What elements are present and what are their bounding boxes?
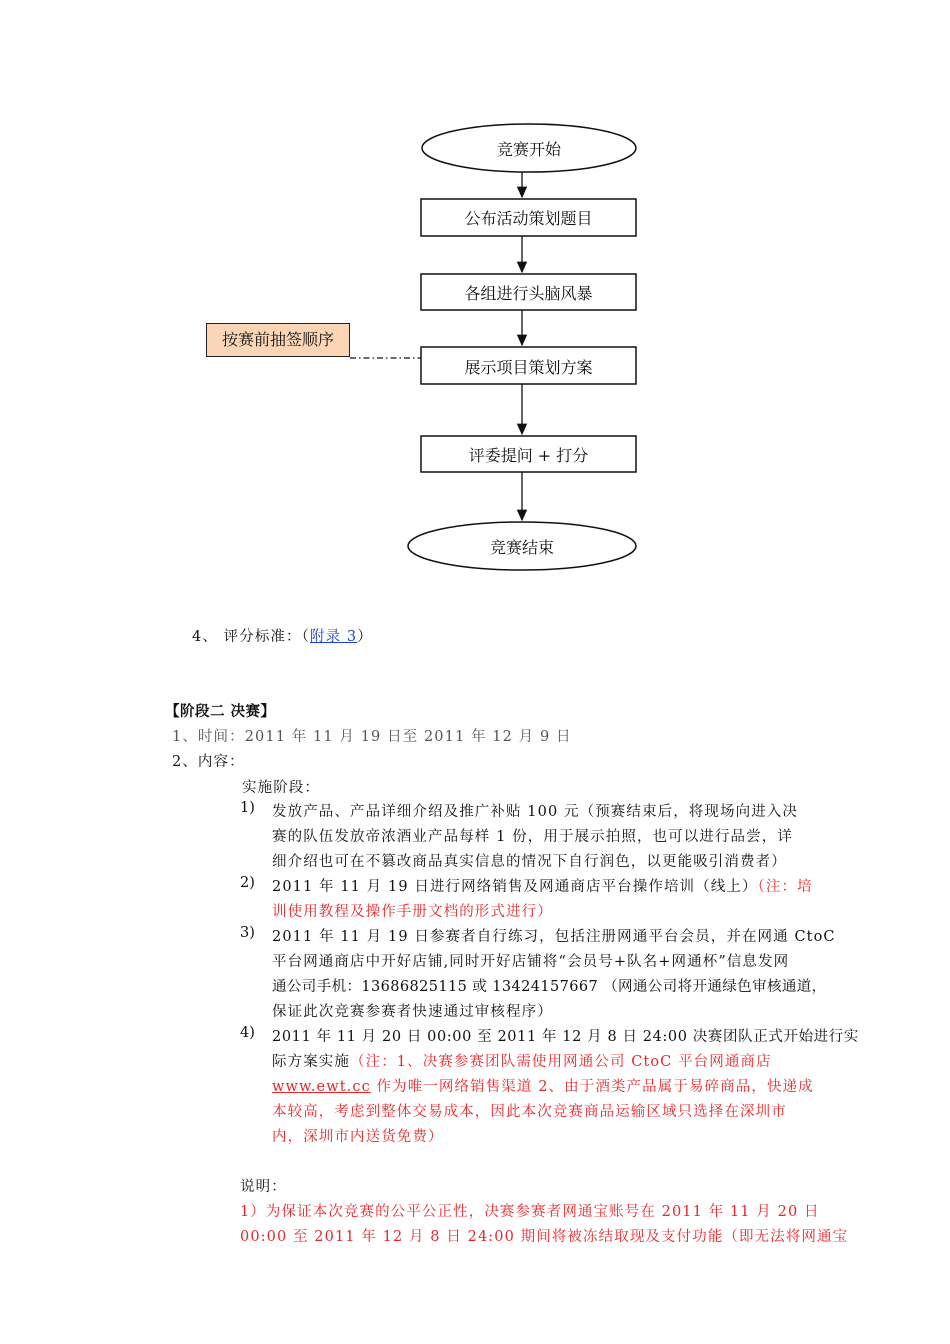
item-2-note-start: （注：培 xyxy=(757,879,813,895)
item-4-line-5: 内，深圳市内送货免费） xyxy=(272,1129,444,1145)
item-3-line-3: 通公司手机：13686825115 或 13424157667 （网通公司将开通绿色审核通道， xyxy=(272,979,827,995)
item-3-number: 3) xyxy=(240,925,255,941)
item-4-note-mid: 作为唯一网络销售渠道 2、由于酒类产品属于易碎商品，快递成 xyxy=(370,1079,814,1095)
note-line-1: 1）为保证本次竞赛的公平公正性，决赛参赛者网通宝账号在 2011 年 11 月 20 日 xyxy=(240,1204,820,1220)
flow-node-end: 竞赛结束 xyxy=(489,538,554,557)
item-1-number: 1) xyxy=(240,800,255,816)
item-1-line-1: 发放产品、产品详细介绍及推广补贴 100 元（预赛结束后，将现场向进入决 xyxy=(272,804,798,820)
note-line-2: 00:00 至 2011 年 12 月 8 日 24:00 期间将被冻结取现及支付功能（即无法将网通宝 xyxy=(240,1229,849,1245)
item-4-text: 际方案实施 xyxy=(272,1054,350,1070)
ewt-website-link[interactable]: www.ewt.cc xyxy=(272,1079,371,1095)
item-4-line-1: 2011 年 11 月 20 日 00:00 至 2011 年 12 月 8 日 24:00 决赛团队正式开始进行实 xyxy=(272,1029,859,1045)
item-4-line-3 xyxy=(272,1075,814,1096)
flow-node-present: 展示项目策划方案 xyxy=(464,358,593,377)
stage2-time: 1、时间：2011 年 11 月 19 日至 2011 年 12 月 9 日 xyxy=(172,729,572,745)
item-2-line-2: 训使用教程及操作手册文档的形式进行） xyxy=(272,904,553,920)
flowchart-diagram xyxy=(0,0,950,620)
item-4-note-start: （注：1、决赛参赛团队需使用网通公司 CtoC 平台网通商店 xyxy=(350,1054,772,1070)
flow-node-start: 竞赛开始 xyxy=(496,140,561,159)
item-3-line-2: 平台网通商店中开好店铺,同时开好店铺将“会员号+队名+网通杯”信息发网 xyxy=(272,954,790,970)
flow-node-judge: 评委提问 + 打分 xyxy=(468,446,589,465)
flow-node-publish: 公布活动策划题目 xyxy=(464,209,593,228)
impl-stage-label: 实施阶段： xyxy=(242,780,320,796)
scoring-suffix: ） xyxy=(357,629,373,645)
appendix-3-link[interactable]: 附录 3 xyxy=(309,629,358,645)
flow-node-brainstorm: 各组进行头脑风暴 xyxy=(464,284,593,303)
note-heading: 说明： xyxy=(240,1179,287,1195)
item-4-number: 4) xyxy=(240,1025,255,1041)
item-2-line-1 xyxy=(272,875,813,896)
stage2-content: 2、内容： xyxy=(172,754,245,770)
scoring-prefix: 4、 评分标准：（ xyxy=(192,629,310,645)
item-4-line-2 xyxy=(272,1050,772,1071)
item-2-text: 2011 年 11 月 19 日进行网络销售及网通商店平台操作培训（线上） xyxy=(272,879,758,895)
item-1-line-3: 细介绍也可在不篡改商品真实信息的情况下自行润色，以更能吸引消费者） xyxy=(272,854,787,870)
item-1-line-2: 赛的队伍发放帝浓酒业产品每样 1 份，用于展示拍照，也可以进行品尝，详 xyxy=(272,829,793,845)
item-4-line-4: 本较高，考虑到整体交易成本，因此本次竞赛商品运输区域只选择在深圳市 xyxy=(272,1104,787,1120)
item-3-line-4: 保证此次竞赛参赛者快速通过审核程序） xyxy=(272,1004,553,1020)
item-3-line-1: 2011 年 11 月 19 日参赛者自行练习，包括注册网通平台会员，并在网通 CtoC xyxy=(272,929,836,945)
stage2-heading: 【阶段二 决赛】 xyxy=(165,703,276,720)
scoring-standard xyxy=(192,625,373,646)
draw-order-note: 按赛前抽签顺序 xyxy=(206,323,350,357)
item-2-number: 2) xyxy=(240,875,255,891)
